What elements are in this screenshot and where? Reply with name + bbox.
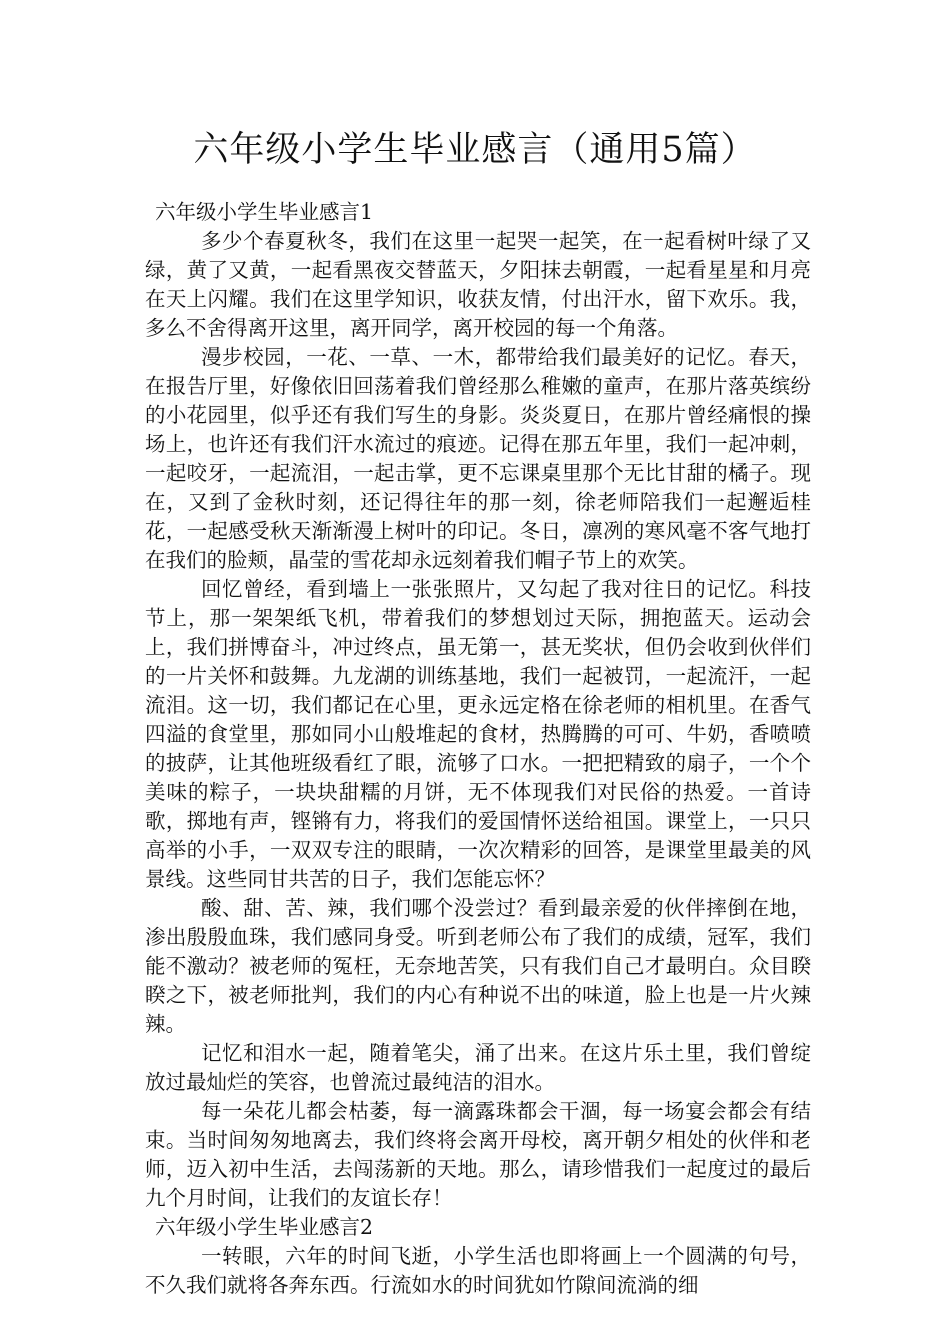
paragraph: 记忆和泪水一起，随着笔尖，涌了出来。在这片乐土里，我们曾绽放过最灿烂的笑容，也曾流过最纯洁的泪水。 (145, 1041, 811, 1094)
paragraph: 回忆曾经，看到墙上一张张照片，又勾起了我对往日的记忆。科技节上，那一架架纸飞机，带着我们的梦想划过天际，拥抱蓝天。运动会上，我们拼博奋斗，冲过终点，虽无第一，甚无奖状，但仍会收到伙伴们的一片关怀和鼓舞。九龙湖的训练基地，我们一起被罚，一起流汗，一起流泪。这一切，我们都记在心里，更永远定格在徐老师的相机里。在香气四溢的食堂里，那如同小山般堆起的食材，热腾腾的可可、牛奶，香喷喷的披萨，让其他班级看红了眼，流够了口水。一把把精致的扇子，一个个美味的粽子，一块块甜糯的月饼，无不体现我们对民俗的热爱。一首诗歌，掷地有声，铿锵有力，将我们的爱国情怀送给祖国。课堂上，一只只高举的小手，一双双专注的眼睛，一次次精彩的回答，是课堂里最美的风景线。这些同甘共苦的日子，我们怎能忘怀？ (145, 577, 811, 891)
document-body (145, 198, 811, 1300)
section-heading: 六年级小学生毕业感言1 (155, 200, 374, 224)
section-2 (145, 1213, 811, 1300)
document-title: 六年级小学生毕业感言（通用5篇） (193, 130, 757, 170)
paragraph: 多少个春夏秋冬，我们在这里一起哭一起笑，在一起看树叶绿了又绿，黄了又黄，一起看黑夜交替蓝天，夕阳抹去朝霞，一起看星星和月亮在天上闪耀。我们在这里学知识，收获友情，付出汗水，留下欢乐。我，多么不舍得离开这里，离开同学，离开校园的每一个角落。 (145, 229, 811, 340)
paragraph: 一转眼，六年的时间飞逝，小学生活也即将画上一个圆满的句号，不久我们就将各奔东西。行流如水的时间犹如竹隙间流淌的细 (145, 1244, 811, 1297)
paragraph: 酸、甜、苦、辣，我们哪个没尝过？看到最亲爱的伙伴摔倒在地，渗出殷殷血珠，我们感同身受。听到老师公布了我们的成绩，冠军，我们能不激动？被老师的冤枉，无奈地苦笑，只有我们自己才最明白。众目睽睽之下，被老师批判，我们的内心有种说不出的味道，脸上也是一片火辣辣。 (145, 896, 811, 1036)
paragraph: 每一朵花儿都会枯萎，每一滴露珠都会干涸，每一场宴会都会有结束。当时间匆匆地离去，我们终将会离开母校，离开朝夕相处的伙伴和老师，迈入初中生活，去闯荡新的天地。那么，请珍惜我们一起度过的最后九个月时间，让我们的友谊长存！ (145, 1099, 811, 1210)
section-1 (145, 198, 811, 1213)
section-heading: 六年级小学生毕业感言2 (155, 1215, 374, 1239)
paragraph: 漫步校园，一花、一草、一木，都带给我们最美好的记忆。春天，在报告厅里，好像依旧回荡着我们曾经那么稚嫩的童声，在那片落英缤纷的小花园里，似乎还有我们写生的身影。炎炎夏日，在那片曾经痛恨的操场上，也许还有我们汗水流过的痕迹。记得在那五年里，我们一起冲刺，一起咬牙，一起流泪，一起击掌，更不忘课桌里那个无比甘甜的橘子。现在，又到了金秋时刻，还记得往年的那一刻，徐老师陪我们一起邂逅桂花，一起感受秋天渐渐漫上树叶的印记。冬日，凛冽的寒风毫不客气地打在我们的脸颊，晶莹的雪花却永远刻着我们帽子节上的欢笑。 (145, 345, 811, 572)
